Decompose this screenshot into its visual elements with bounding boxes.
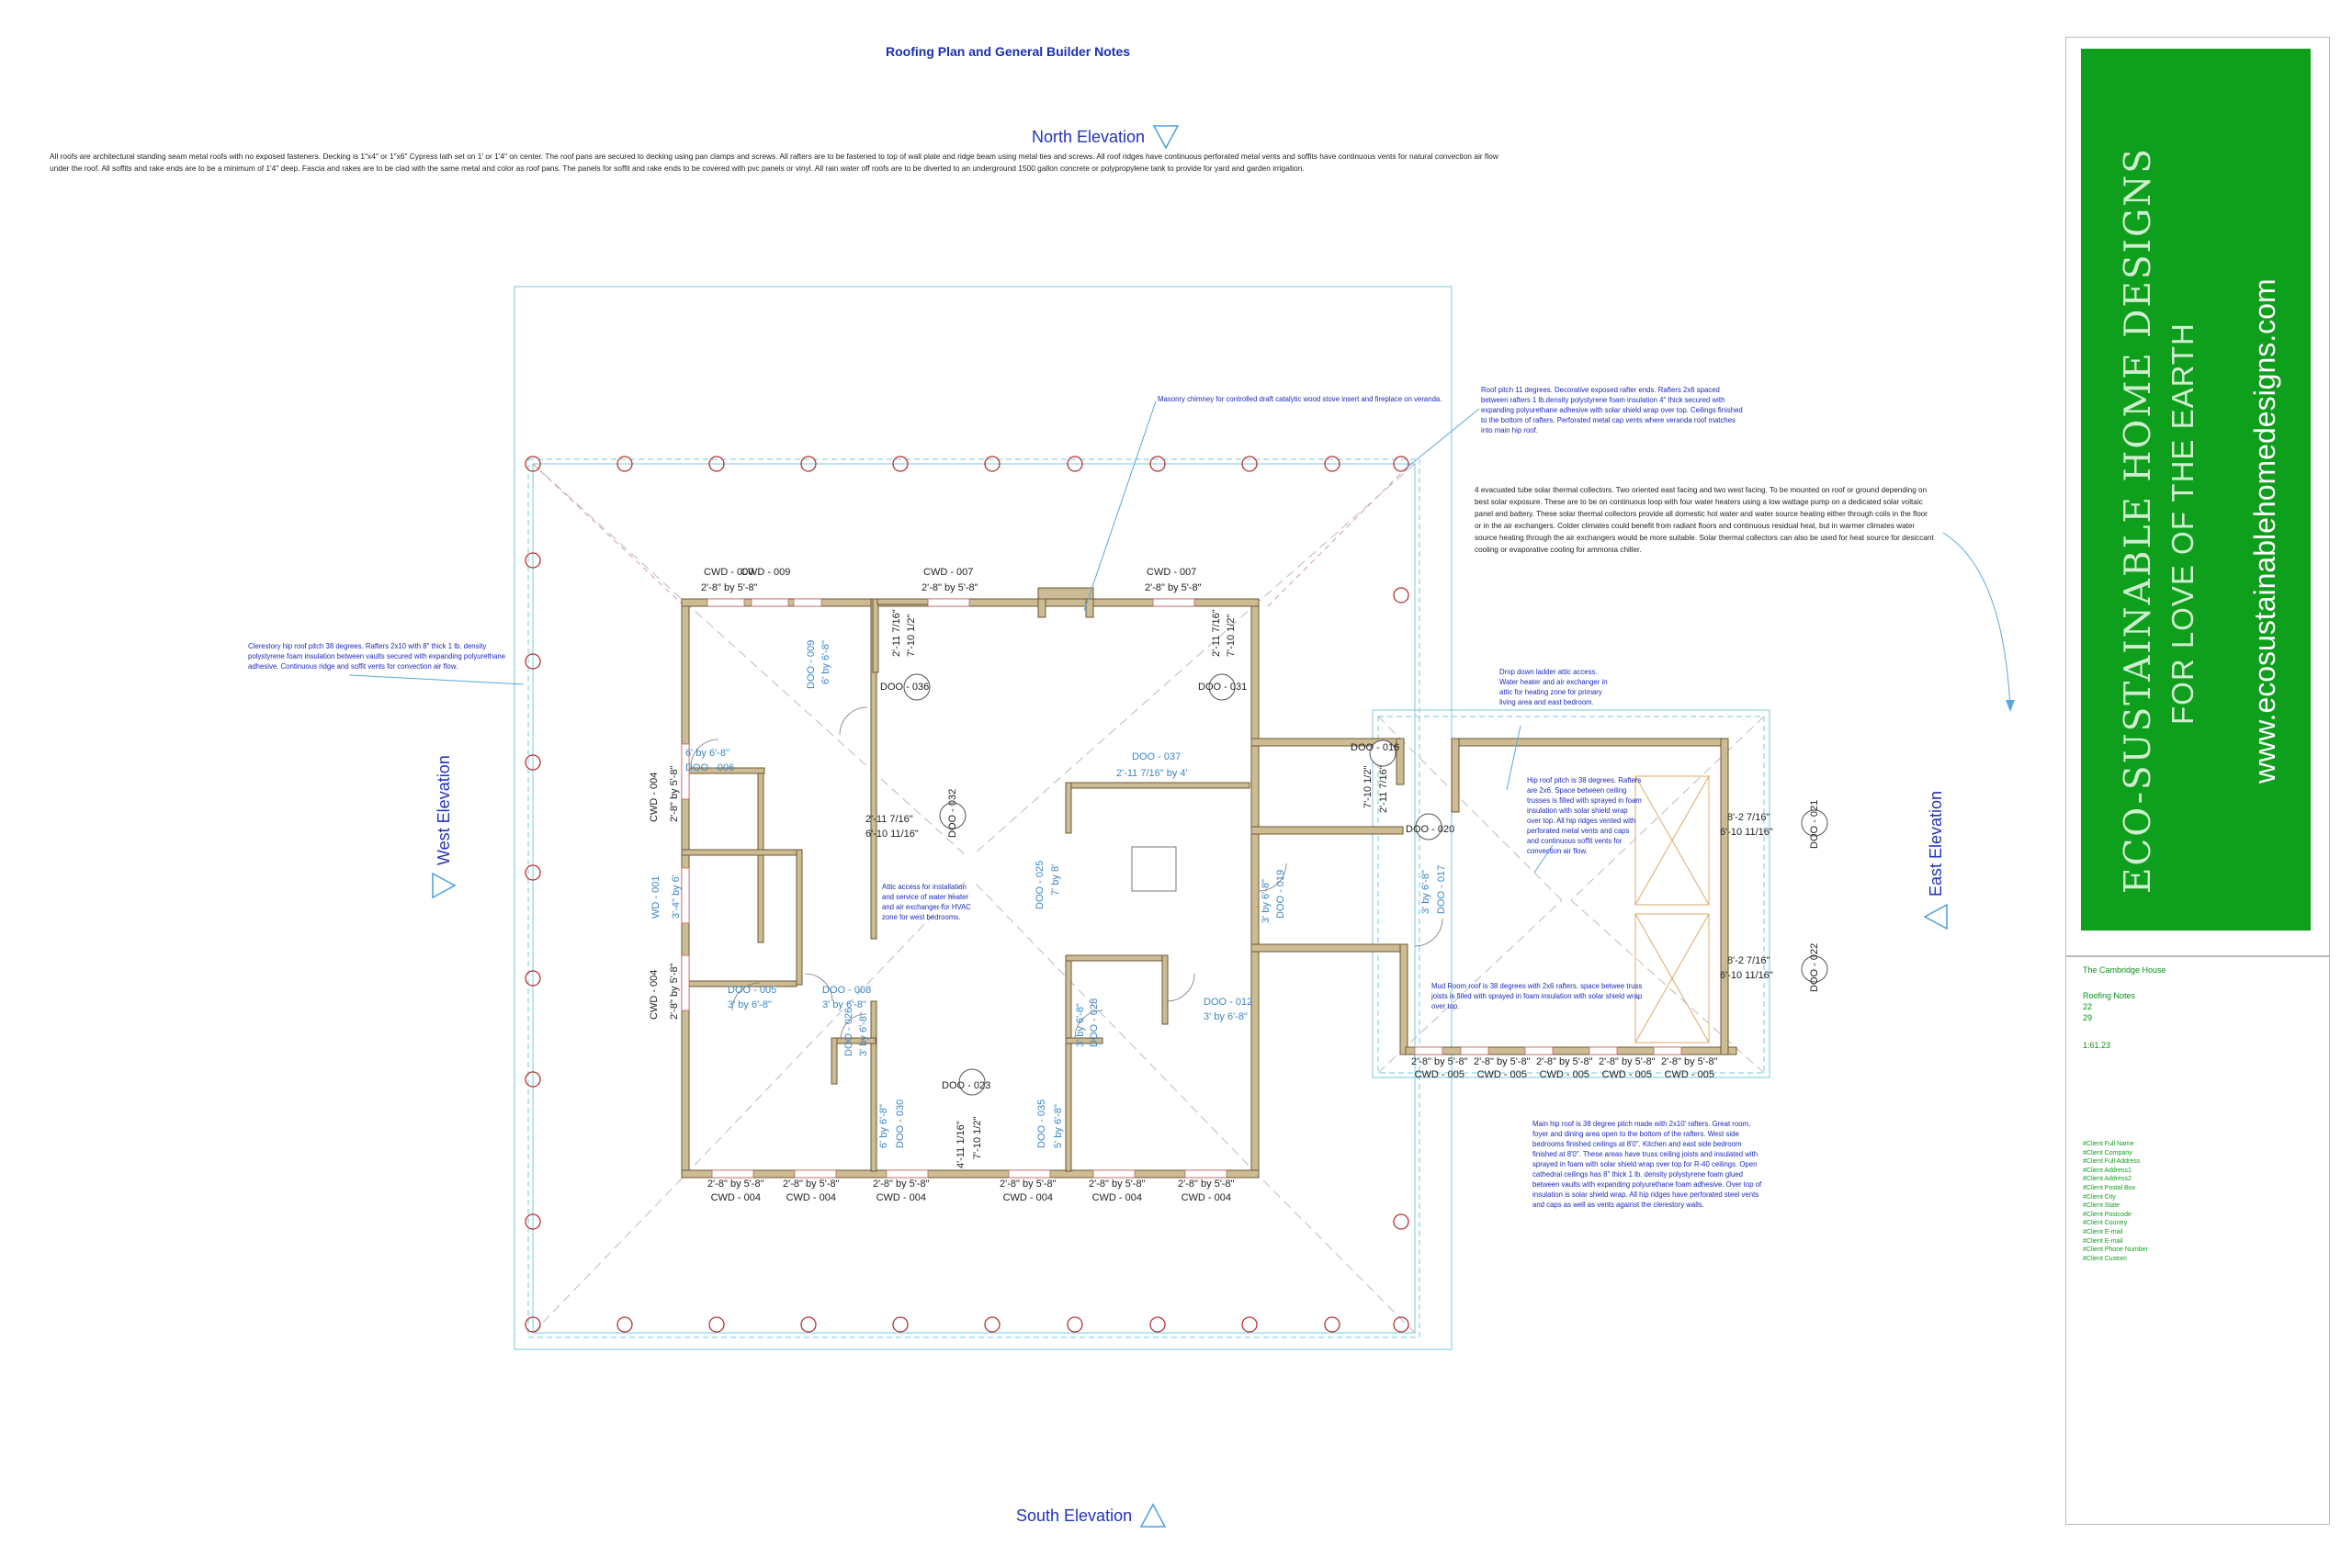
client-field: #Client Address1 bbox=[2083, 1167, 2132, 1174]
window-tag: CWD - 009 bbox=[741, 567, 791, 578]
window-size: 2'-8" by 5'-8" bbox=[1536, 1056, 1593, 1067]
door-tag-030: DOO - 030 bbox=[895, 1099, 906, 1148]
door-tag-035: DOO - 035 bbox=[1036, 1099, 1047, 1148]
sheet-title: Roofing Plan and General Builder Notes bbox=[886, 44, 1131, 59]
door-020-size: 2'-11 7/16" bbox=[1378, 765, 1389, 813]
west-window-label-3 bbox=[649, 963, 680, 1020]
door-tag-025: DOO - 025 bbox=[1035, 860, 1046, 909]
door-035-size: 5' by 6'-8" bbox=[1053, 1104, 1064, 1148]
note-solar-collectors: 4 evacuated tube solar thermal collectors. Two oriented east facing and two west facing. To be mounted on roof or ground depending on best solar exposure. These are to be on continuous loop with four water heaters using a low wattage pump on a dedicated solar voltaic panel and battery. These solar thermal collectors provide all domestic hot water and water source heating either through coils in the floor or in the air exchangers. Colder climates could benefit from radiant floors and continuous residual heat, but in warmer climates water source heating through the air exchangers would be more suitable. Solar thermal collectors can also be used for heat source for desiccant cooling or evaporative cooling for ammonia chiller. bbox=[1475, 486, 1934, 554]
note-mud-room-roof: Mud Room roof is 38 degrees with 2x6 rafters. space betwee truss joists is filled with sprayed in foam insulation with solar shield wrap over top. bbox=[1431, 982, 1643, 1010]
window-tag: CWD - 005 bbox=[1476, 1069, 1527, 1080]
note-clerestory-roof: Clerestory hip roof pitch 38 degrees. Rafters 2x10 with 8" thick 1 lb. density polystyrene foam insulation between vaults secured with expanding polyurethane adhesive. Continuous ridge and soffit vents for convection air flow. bbox=[248, 642, 505, 671]
north-window-size-1 bbox=[701, 582, 758, 593]
window-size: 2'-8" by 5'-8" bbox=[1089, 1179, 1146, 1190]
window-size: 2'-8" by 5'-8" bbox=[707, 1179, 764, 1190]
window-size: 2'-8" by 5'-8" bbox=[1474, 1056, 1531, 1067]
client-field: #Client Full Address bbox=[2083, 1158, 2141, 1166]
north-window-dim-1: 2'-11 7/16" bbox=[891, 609, 902, 657]
client-field: #Client Postcode bbox=[2083, 1211, 2132, 1218]
east-window-label-3 bbox=[1536, 1056, 1593, 1080]
door-tag-023: DOO - 023 bbox=[942, 1080, 991, 1091]
note-hip-roof: Hip roof pitch is 38 degrees. Rafters are 2x6. Space between ceiling trusses is filled with sprayed in foam insulation with solar shield wrap over top. All hip ridges vented with perforated metal vents and caps and continuous soffit vents for convection air flow. bbox=[1527, 776, 1642, 855]
door-023-size: 4'-11 1/16" bbox=[956, 1121, 967, 1168]
south-window-label-3 bbox=[873, 1179, 930, 1203]
south-window-label-5 bbox=[1089, 1179, 1146, 1203]
door-023-size-2: 7'-10 1/2" bbox=[972, 1116, 983, 1159]
client-field: #Client Address2 bbox=[2083, 1176, 2132, 1183]
south-window-label-2 bbox=[783, 1179, 840, 1203]
client-field: #Client State bbox=[2083, 1202, 2120, 1210]
note-attic-access: Attic access for installation and service of water heater and air exchanger for HVAC zone for west bedrooms. bbox=[882, 883, 971, 921]
door-tag-022: DOO - 022 bbox=[1809, 942, 1820, 992]
window-tag: CWD - 005 bbox=[1664, 1069, 1714, 1080]
client-field: #Client City bbox=[2083, 1193, 2116, 1201]
client-field: #Client Phone Number bbox=[2083, 1247, 2148, 1254]
west-window-label-1 bbox=[649, 765, 680, 822]
door-028-size: 3' by 6'-8" bbox=[1075, 1003, 1086, 1047]
window-size: 2'-8" by 5'-8" bbox=[1178, 1179, 1235, 1190]
window-size: 2'-8" by 5'-8" bbox=[669, 765, 680, 822]
north-elevation-label: North Elevation bbox=[1032, 127, 1146, 146]
door-009-size: 6' by 6'-8" bbox=[820, 640, 831, 684]
window-size: 2'-8" by 5'-8" bbox=[873, 1179, 930, 1190]
client-field: #Client Custom bbox=[2083, 1255, 2127, 1262]
window-size: 2'-8" by 5'-8" bbox=[1000, 1179, 1057, 1190]
project-info-block bbox=[2065, 955, 2330, 1525]
sheet-number: 22 bbox=[2083, 1002, 2093, 1011]
window-size: 2'-8" by 5'-8" bbox=[1145, 582, 1202, 593]
title-block-frame bbox=[2065, 37, 2330, 957]
door-032-size-2: 6'-10 11/16" bbox=[865, 829, 919, 840]
client-field: #Client E-mail bbox=[2083, 1228, 2123, 1235]
door-tag-006: DOO - 006 bbox=[685, 762, 735, 773]
door-tag-009: DOO - 009 bbox=[806, 639, 817, 689]
north-window-size-2 bbox=[922, 582, 978, 593]
south-window-label-1 bbox=[707, 1179, 764, 1203]
window-size: 2'-8" by 5'-8" bbox=[783, 1179, 840, 1190]
window-tag: WD - 001 bbox=[650, 875, 662, 919]
client-fields bbox=[2083, 1140, 2148, 1263]
north-window-dim-4: 7'-10 1/2" bbox=[1226, 614, 1237, 657]
door-030-size: 6' by 6'-8" bbox=[878, 1104, 889, 1148]
window-size: 3'-4" by 6' bbox=[671, 874, 682, 919]
client-field: #Client Country bbox=[2083, 1220, 2128, 1227]
door-012-size: 3' by 6'-8" bbox=[1204, 1011, 1248, 1022]
door-tag-028: DOO - 028 bbox=[1089, 998, 1100, 1047]
east-window-label-2 bbox=[1474, 1056, 1531, 1080]
north-window-dim-2: 7'-10 1/2" bbox=[906, 614, 917, 657]
brand-tagline: FOR LOVE OF THE EARTH bbox=[2165, 322, 2199, 725]
door-tag-019: DOO - 019 bbox=[1275, 869, 1286, 919]
window-tag: CWD - 007 bbox=[923, 567, 974, 578]
brand-website: www.ecosustainablehomedesigns.com bbox=[2248, 278, 2281, 784]
door-tag-031: DOO - 031 bbox=[1198, 682, 1248, 693]
client-field: #Client Postal Box bbox=[2083, 1184, 2136, 1191]
window-tag: CWD - 004 bbox=[1002, 1192, 1053, 1203]
window-size: 2'-8" by 5'-8" bbox=[1599, 1056, 1656, 1067]
window-tag: CWD - 007 bbox=[1147, 567, 1197, 578]
door-tag-017: DOO - 017 bbox=[1436, 864, 1447, 914]
door-032-size: 2'-11 7/16" bbox=[865, 814, 913, 825]
door-019-size: 3' by 6'-8" bbox=[1261, 879, 1272, 923]
door-tag-008: DOO - 008 bbox=[822, 985, 872, 996]
window-size: 2'-8" by 5'-8" bbox=[701, 582, 758, 593]
project-name: The Cambridge House bbox=[2083, 965, 2166, 975]
general-builder-notes: All roofs are architectural standing seam metal roofs with no exposed fasteners. Decking is 1"x4" or 1"x6" Cypress lath set on 1' or 1'4" on center. The roof pans are secured to decking using pan clamps and screws. All rafters are to be fastened to top of wall plate and ridge beam using metal ties and screws. All roof ridges have continuous perforated metal vents and soffits have continuous vents for natural convection air flow under the roof. All soffits and rake ends are to be a minimum of 1'4" deep. Fascia and rakes are to be clad with the same metal and color as roof pans. The panels for soffit and rake ends to be covered with pvc panels or vinyl. All rain water off roofs are to be diverted to an underground 1500 gallon concrete or polypropylene tank to provide for yard and garden irrigation. bbox=[50, 152, 1498, 173]
west-window-label-2 bbox=[650, 874, 682, 919]
door-tag-012: DOO - 012 bbox=[1204, 997, 1253, 1008]
note-main-hip-roof: Main hip roof is 38 degree pitch made with 2x10' rafters. Great room, foyer and dining area open to the bottom of the rafters. West side bedrooms finished ceilings at 8'0". Kitchen and east side bedroom finished at 8'0". These areas have truss ceiling joists and insulated with sprayed in foam with solar shield wrap over top for R-40 ceilings. Open cathedral ceilings has 8" thick 1 lb. density polystyrene foam glued between vaults with expanding polyurethane foam adhesive. Over top of insulation is solar shield wrap. All hip ridges have perforated steel vents and caps as well as vents against the clerestory walls. bbox=[1532, 1120, 1762, 1209]
north-window-tag-2 bbox=[923, 567, 973, 578]
door-037-size: 2'-11 7/16" by 4' bbox=[1116, 768, 1188, 779]
door-tag-016: DOO - 016 bbox=[1351, 742, 1400, 753]
window-tag: CWD - 005 bbox=[1539, 1069, 1589, 1080]
door-021-size-2: 6'-10 11/16" bbox=[1720, 827, 1773, 838]
window-tag: CWD - 004 bbox=[649, 969, 660, 1020]
door-025-size: 7' by 8' bbox=[1050, 863, 1061, 896]
sheet-name: Roofing Notes bbox=[2083, 991, 2136, 1000]
door-tag-036: DOO - 036 bbox=[880, 682, 930, 693]
door-017-size: 3' by 6'-8" bbox=[1420, 870, 1431, 914]
north-window-dim-3: 2'-11 7/16" bbox=[1211, 609, 1222, 657]
east-window-label-1 bbox=[1411, 1056, 1468, 1080]
window-tag: CWD - 005 bbox=[1414, 1069, 1464, 1080]
door-021-size: 8'-2 7/16" bbox=[1727, 812, 1770, 823]
client-field: #Client Company bbox=[2083, 1149, 2132, 1156]
south-window-label-6 bbox=[1178, 1179, 1235, 1203]
note-chimney: Masonry chimney for controlled draft catalytic wood stove insert and fireplace on veranda. bbox=[1158, 395, 1442, 403]
note-drop-ladder: Drop down ladder attic access. Water heater and air exchanger in attic for heating zone for primary living area and east bedroom. bbox=[1499, 668, 1608, 706]
client-field: #Client E-mail bbox=[2083, 1237, 2123, 1245]
door-tag-020: DOO - 020 bbox=[1406, 824, 1455, 835]
door-026-size: 3' by 6'-8" bbox=[858, 1012, 869, 1056]
door-tag-005: DOO - 005 bbox=[728, 985, 777, 996]
brand-name: ECO-SUSTAINABLE HOME DESIGNS bbox=[2118, 147, 2159, 894]
door-tag-021: DOO - 021 bbox=[1809, 799, 1820, 849]
window-size: 2'-8" by 5'-8" bbox=[1661, 1056, 1718, 1067]
window-size: 2'-8" by 5'-8" bbox=[1411, 1056, 1468, 1067]
window-tag: CWD - 004 bbox=[710, 1192, 761, 1203]
sheet-total: 29 bbox=[2083, 1013, 2093, 1022]
window-tag: CWD - 004 bbox=[1091, 1192, 1142, 1203]
north-window-tag-1 bbox=[741, 567, 790, 578]
south-window-label-4 bbox=[1000, 1179, 1057, 1203]
window-tag: CWD - 004 bbox=[786, 1192, 836, 1203]
east-window-label-5 bbox=[1661, 1056, 1718, 1080]
client-field: #Client Full Name bbox=[2083, 1141, 2134, 1147]
brand-panel bbox=[2081, 49, 2311, 931]
door-022-size: 8'-2 7/16" bbox=[1727, 955, 1770, 966]
door-005-size: 3' by 6'-8" bbox=[728, 999, 772, 1010]
east-window-label-4 bbox=[1599, 1056, 1656, 1080]
annotation-leaders bbox=[349, 401, 2010, 873]
east-elevation-label: East Elevation bbox=[1926, 790, 1945, 897]
window-tag: CWD - 004 bbox=[876, 1192, 926, 1203]
window-tag: CWD - 005 bbox=[1601, 1069, 1652, 1080]
door-tag-026: DOO - 026 bbox=[843, 1007, 854, 1056]
north-window-size-3 bbox=[1145, 582, 1202, 593]
door-022-size-2: 6'-10 11/16" bbox=[1720, 970, 1773, 981]
west-elevation-label: West Elevation bbox=[434, 755, 453, 865]
door-006-size: 6' by 6'-8" bbox=[685, 748, 729, 759]
door-020-size-2: 7'-10 1/2" bbox=[1363, 765, 1374, 808]
south-elevation-label: South Elevation bbox=[1016, 1506, 1133, 1525]
door-008-size: 3' by 6'-8" bbox=[822, 999, 866, 1010]
north-window-tag-3 bbox=[1147, 567, 1196, 578]
window-size: 2'-8" by 5'-8" bbox=[669, 963, 680, 1020]
window-size: 2'-8" by 5'-8" bbox=[922, 582, 978, 593]
note-veranda-roof: Roof pitch 11 degrees. Decorative exposed rafter ends. Rafters 2x6 spaced between rafters 1 lb.density polystyrene foam insulation 4" thick secured with expanding polyurethane adhesive with solar shield wrap over top. Ceilings finished to the bottom of rafters. Perforated metal cap vents where veranda roof matches into main hip roof. bbox=[1481, 386, 1743, 434]
door-tag-037: DOO - 037 bbox=[1132, 751, 1182, 762]
attic-access-hatch bbox=[1132, 847, 1176, 891]
window-tag: CWD - 004 bbox=[1181, 1192, 1231, 1203]
drawing-scale: 1:61.23 bbox=[2083, 1041, 2111, 1050]
window-tag: CWD - 000 bbox=[704, 567, 754, 578]
window-tag: CWD - 004 bbox=[649, 772, 660, 822]
door-tag-032: DOO - 032 bbox=[947, 788, 958, 838]
leader-arrowheads bbox=[2006, 700, 2015, 712]
